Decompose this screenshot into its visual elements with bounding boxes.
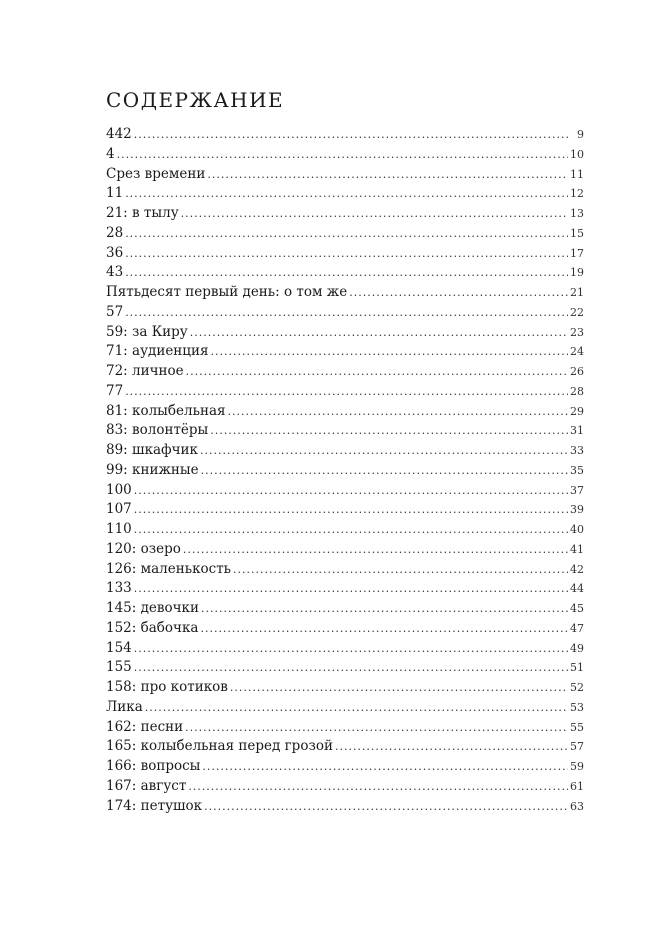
toc-entry-page-number: 59	[570, 760, 584, 773]
dot-leader	[211, 342, 568, 362]
toc-entry-page-number: 33	[570, 444, 584, 457]
toc-entry	[106, 797, 584, 817]
toc-entry-title: 100	[106, 481, 132, 498]
toc-entry-page-number: 40	[570, 523, 584, 536]
dot-leader	[190, 323, 568, 343]
toc-entry	[106, 777, 584, 797]
toc-entry	[106, 757, 584, 777]
toc-entry-page-number: 9	[577, 128, 584, 141]
dot-leader	[125, 382, 568, 402]
toc-entry	[106, 362, 584, 382]
dot-leader	[204, 797, 568, 817]
toc-entry-page-number: 45	[570, 602, 584, 615]
dot-leader	[201, 599, 568, 619]
toc-entry	[106, 342, 584, 362]
toc-list	[106, 125, 584, 816]
toc-entry-page-number: 41	[570, 542, 584, 556]
toc-entry-page-number: 31	[570, 424, 584, 438]
dot-leader	[207, 165, 568, 185]
toc-entry	[106, 500, 584, 520]
toc-entry-title: 120: озеро	[106, 540, 181, 557]
dot-leader	[186, 362, 568, 382]
toc-entry	[106, 678, 584, 698]
toc-entry-page-number: 29	[570, 404, 584, 418]
dot-leader	[134, 481, 568, 501]
book-page	[106, 0, 584, 926]
toc-entry-page-number: 23	[570, 325, 584, 339]
toc-entry	[106, 619, 584, 639]
toc-entry-title: 81: колыбельная	[106, 402, 226, 419]
toc-entry	[106, 540, 584, 560]
toc-entry	[106, 658, 584, 678]
toc-entry-page-number: 53	[570, 700, 584, 714]
toc-entry-page-number: 49	[570, 641, 584, 655]
dot-leader	[134, 500, 568, 520]
toc-entry-page-number: 19	[570, 266, 584, 280]
toc-entry	[106, 382, 584, 402]
dot-leader	[335, 737, 568, 757]
toc-entry-title: 158: про котиков	[106, 679, 228, 695]
toc-entry-title: 99: книжные	[106, 461, 199, 478]
dot-leader	[233, 560, 568, 580]
toc-entry-title: 43	[106, 264, 124, 281]
toc-entry	[106, 402, 584, 422]
toc-entry-page-number: 57	[570, 740, 584, 754]
dot-leader	[230, 678, 568, 698]
toc-entry-page-number: 35	[570, 463, 584, 477]
dot-leader	[134, 658, 568, 678]
toc-entry	[106, 718, 584, 738]
toc-entry-page-number: 39	[570, 503, 584, 517]
dot-leader	[125, 184, 568, 204]
toc-entry-title: 166: вопросы	[106, 758, 201, 774]
toc-entry-page-number: 21	[570, 286, 584, 299]
toc-entry-title: Пятьдесят первый день: о том же	[106, 284, 348, 300]
toc-entry	[106, 145, 584, 165]
toc-entry	[106, 244, 584, 264]
dot-leader	[134, 579, 568, 599]
toc-entry	[106, 421, 584, 441]
toc-entry	[106, 184, 584, 204]
dot-leader	[181, 204, 568, 224]
dot-leader	[349, 283, 568, 303]
toc-entry-page-number: 26	[570, 365, 584, 378]
dot-leader	[145, 698, 568, 718]
dot-leader	[201, 461, 568, 481]
toc-entry	[106, 204, 584, 224]
toc-entry-title: 155	[106, 659, 132, 676]
toc-entry-page-number: 17	[570, 246, 584, 260]
toc-entry	[106, 579, 584, 599]
toc-entry-page-number: 28	[570, 384, 584, 398]
toc-entry-title: 71: аудиенция	[106, 343, 209, 360]
toc-entry-page-number: 11	[570, 167, 584, 181]
dot-leader	[134, 639, 568, 659]
toc-entry	[106, 599, 584, 619]
dot-leader	[188, 777, 568, 797]
toc-entry-page-number: 51	[570, 661, 584, 675]
toc-entry-page-number: 63	[570, 799, 584, 813]
dot-leader	[125, 303, 568, 323]
toc-entry	[106, 560, 584, 580]
toc-entry-title: 107	[106, 501, 132, 518]
toc-entry	[106, 165, 584, 185]
toc-entry-page-number: 15	[570, 226, 584, 240]
toc-entry-title: 167: август	[106, 777, 187, 794]
dot-leader	[125, 244, 568, 264]
toc-entry-page-number: 12	[570, 187, 584, 201]
toc-entry-title: 152: бабочка	[106, 619, 199, 636]
toc-entry-title: Лика	[106, 698, 143, 715]
toc-entry	[106, 125, 584, 145]
dot-leader	[183, 540, 568, 560]
toc-entry-title: 165: колыбельная перед грозой	[106, 738, 333, 755]
toc-entry-page-number: 10	[570, 147, 584, 161]
toc-entry-page-number: 61	[570, 779, 584, 793]
toc-entry-title: 442	[106, 126, 132, 142]
toc-entry	[106, 283, 584, 303]
dot-leader	[117, 145, 568, 165]
toc-entry-page-number: 52	[570, 681, 584, 694]
toc-entry	[106, 698, 584, 718]
toc-entry-page-number: 24	[570, 345, 584, 359]
toc-entry	[106, 323, 584, 343]
toc-entry	[106, 461, 584, 481]
toc-entry-title: 59: за Киру	[106, 323, 188, 340]
toc-entry	[106, 224, 584, 244]
dot-leader	[185, 718, 568, 738]
toc-entry-page-number: 42	[570, 562, 584, 576]
toc-entry-title: Срез времени	[106, 165, 206, 182]
dot-leader	[202, 757, 568, 777]
toc-entry-page-number: 47	[570, 621, 584, 635]
toc-title: СОДЕРЖАНИЕ	[106, 88, 285, 112]
toc-entry-title: 4	[106, 145, 115, 162]
toc-entry-page-number: 22	[570, 305, 584, 319]
dot-leader	[125, 224, 568, 244]
dot-leader	[200, 619, 568, 639]
dot-leader	[134, 520, 568, 540]
toc-entry-title: 89: шкафчик	[106, 442, 198, 458]
toc-entry-title: 72: личное	[106, 363, 184, 379]
toc-entry	[106, 481, 584, 501]
toc-entry-page-number: 13	[570, 207, 584, 220]
toc-entry-title: 174: петушок	[106, 797, 203, 814]
toc-entry-title: 36	[106, 244, 124, 261]
toc-entry-title: 11	[106, 185, 124, 202]
toc-entry	[106, 303, 584, 323]
toc-entry-title: 21: в тылу	[106, 205, 179, 221]
dot-leader	[200, 441, 568, 461]
toc-entry	[106, 737, 584, 757]
dot-leader	[134, 125, 568, 145]
toc-entry-title: 110	[106, 521, 132, 537]
toc-entry-page-number: 44	[570, 582, 584, 596]
toc-entry-page-number: 37	[570, 483, 584, 497]
toc-entry	[106, 263, 584, 283]
toc-entry-title: 133	[106, 580, 132, 597]
toc-entry-title: 154	[106, 639, 132, 656]
toc-entry-title: 77	[106, 382, 124, 399]
dot-leader	[228, 402, 568, 422]
toc-entry-title: 83: волонтёры	[106, 422, 209, 439]
toc-entry-title: 162: песни	[106, 718, 184, 735]
dot-leader	[125, 263, 568, 283]
dot-leader	[210, 421, 568, 441]
toc-entry-title: 145: девочки	[106, 600, 199, 616]
toc-entry-title: 57	[106, 303, 124, 320]
toc-entry	[106, 441, 584, 461]
toc-entry-title: 28	[106, 224, 124, 241]
toc-entry-title: 126: маленькость	[106, 560, 232, 577]
toc-entry	[106, 520, 584, 540]
toc-entry-page-number: 55	[570, 720, 584, 734]
toc-entry	[106, 639, 584, 659]
